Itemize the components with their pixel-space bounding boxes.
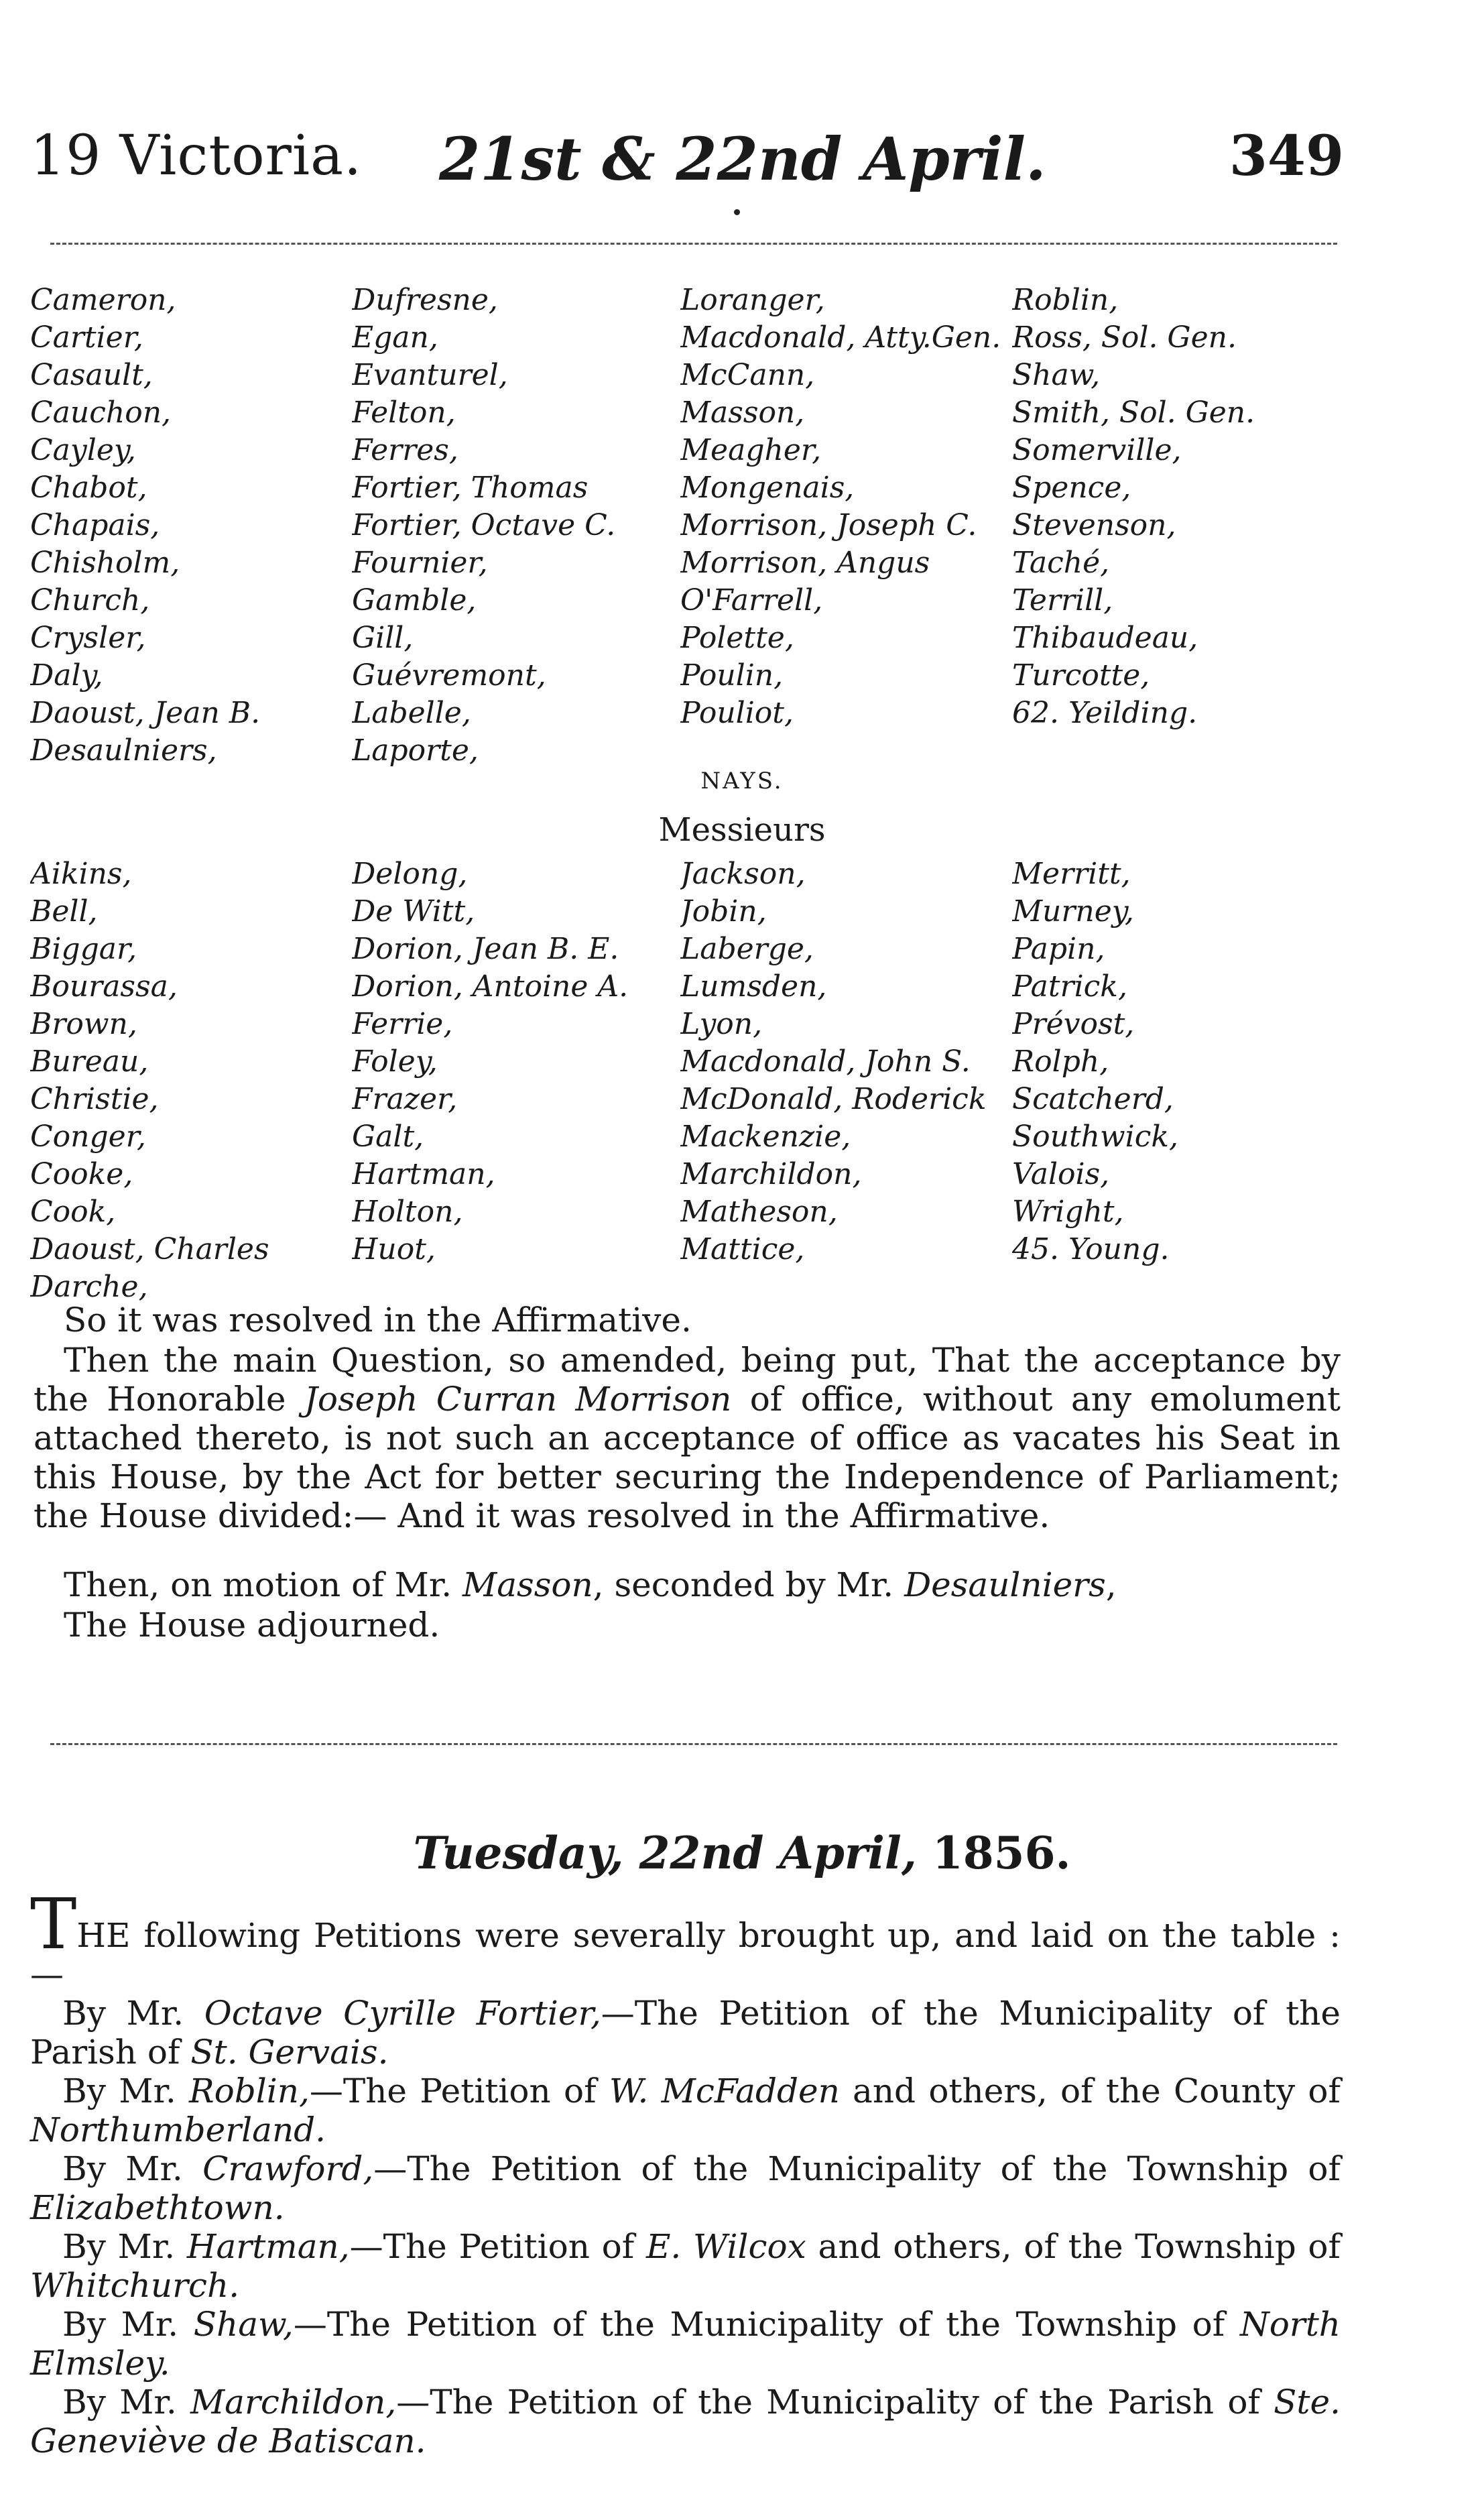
nays-name: Wright, [1012, 1195, 1124, 1229]
header-date: 21st & 22nd April. [439, 124, 1046, 194]
header-rule [50, 243, 1337, 245]
resolved-statement: So it was resolved in the Affirmative. [64, 1301, 692, 1339]
petition-member: Shaw, [193, 2305, 294, 2344]
nays-name: Merritt, [1012, 857, 1131, 891]
motion-paragraph [64, 1565, 1371, 1604]
petition-member: Marchildon, [190, 2383, 397, 2422]
yeas-name: Masson, [680, 396, 805, 430]
yeas-name: Gamble, [352, 583, 477, 617]
nays-list [30, 855, 1344, 1306]
nays-name: Valois, [1012, 1157, 1110, 1191]
day-heading [0, 1827, 1484, 1879]
yeas-name: Cartier, [30, 320, 143, 355]
petition-tail: and others, of the County of [839, 2072, 1341, 2110]
nays-name: De Witt, [352, 894, 475, 929]
nays-name: Lumsden, [680, 969, 827, 1004]
yeas-name: Morrison, Joseph C. [680, 508, 977, 542]
nays-name: Cooke, [30, 1157, 133, 1191]
day-heading-date: Tuesday, 22nd April, [413, 1827, 917, 1879]
petitions-section [30, 1883, 1341, 2460]
yeas-name: Turcotte, [1012, 658, 1150, 693]
yeas-name [680, 732, 1012, 770]
adjourned-statement: The House adjourned. [64, 1606, 440, 1645]
nays-name: Murney, [1012, 894, 1134, 929]
petition-place2: Northumberland. [30, 2110, 326, 2149]
yeas-name: Casault, [30, 358, 153, 392]
yeas-name: Guévremont, [352, 658, 546, 693]
yeas-name: Laporte, [352, 733, 479, 768]
petition-text: —The Petition of the Municipality of the Township of [293, 2305, 1240, 2344]
nays-name: Holton, [352, 1195, 463, 1229]
petition-place: E. Wilcox [645, 2227, 806, 2266]
yeas-name: Evanturel, [352, 358, 508, 392]
yeas-name: Poulin, [680, 658, 784, 693]
yeas-name: Ferres, [352, 433, 458, 467]
nays-name: Jackson, [680, 857, 806, 891]
nays-name: Darche, [30, 1270, 148, 1304]
petition-text: —The Petition of the Municipality of the Township of [373, 2149, 1341, 2188]
yeas-name: Chisholm, [30, 546, 180, 580]
yeas-name: Pouliot, [680, 696, 794, 730]
nays-name: Delong, [352, 857, 468, 891]
section-rule [50, 1743, 1337, 1745]
yeas-name: Polette, [680, 621, 794, 655]
petition-text: —The Petition of [309, 2072, 609, 2110]
petition-by: By Mr. [62, 2383, 190, 2422]
nays-name: Frazer, [352, 1082, 458, 1116]
yeas-name: Macdonald, Atty.Gen. [680, 320, 1001, 355]
nays-name: Biggar, [30, 932, 137, 966]
yeas-name: Cayley, [30, 433, 136, 467]
yeas-name: Roblin, [1012, 283, 1119, 317]
yeas-name: Taché, [1012, 546, 1110, 580]
yeas-name: Chapais, [30, 508, 160, 542]
motion-prefix: Then, on motion of Mr. [64, 1565, 463, 1604]
nays-name: Dorion, Antoine A. [352, 969, 629, 1004]
yeas-name: McCann, [680, 358, 815, 392]
yeas-name: Loranger, [680, 283, 825, 317]
nays-name: Ferrie, [352, 1007, 453, 1041]
yeas-list [30, 282, 1344, 770]
yeas-name: Daly, [30, 658, 103, 693]
nays-name: Laberge, [680, 932, 814, 966]
petition-by: By Mr. [62, 1994, 204, 2033]
yeas-name: Dufresne, [352, 283, 498, 317]
nays-name: Mackenzie, [680, 1120, 851, 1154]
nays-label: NAYS. [700, 768, 784, 794]
petition-text: —The Petition of [349, 2227, 646, 2266]
nays-name: Brown, [30, 1007, 137, 1041]
yeas-name: Gill, [352, 621, 414, 655]
nays-name: Marchildon, [680, 1157, 862, 1191]
petition-by: By Mr. [62, 2227, 187, 2266]
nays-name: Jobin, [680, 894, 767, 929]
petition-entry [30, 2072, 1341, 2149]
drop-cap: T [30, 1883, 77, 1965]
petition-tail: and others, of the Township of [806, 2227, 1341, 2266]
yeas-name: Fournier, [352, 546, 488, 580]
nays-name: Prévost, [1012, 1007, 1135, 1041]
yeas-name: Chabot, [30, 471, 147, 505]
yeas-name: Church, [30, 583, 150, 617]
yeas-name: Fortier, Octave C. [352, 508, 616, 542]
yeas-name: Felton, [352, 396, 456, 430]
petitions-intro [30, 1883, 1341, 1994]
nays-name: Aikins, [30, 857, 132, 891]
petition-member: Crawford, [202, 2149, 374, 2188]
yeas-name: Crysler, [30, 621, 146, 655]
yeas-name: Cameron, [30, 283, 176, 317]
petition-entry [30, 1994, 1341, 2072]
nays-name: Southwick, [1012, 1120, 1179, 1154]
yeas-name: Shaw, [1012, 358, 1101, 392]
yeas-name: 62. Yeilding. [1012, 696, 1198, 730]
nays-name: Matheson, [680, 1195, 838, 1229]
petition-text: —The Petition of the Municipality of the Parish of [396, 2383, 1274, 2422]
yeas-name: Ross, Sol. Gen. [1012, 320, 1237, 355]
petition-place: St. Gervais. [190, 2033, 389, 2072]
petition-entry [30, 2227, 1341, 2305]
petition-text: —The Petition of the Municipality of the Parish of [30, 1994, 1341, 2072]
petition-by: By Mr. [62, 2072, 190, 2110]
header-dot [734, 209, 740, 215]
nays-name: Bourassa, [30, 969, 178, 1004]
nays-name: Foley, [352, 1044, 438, 1079]
nays-name: Conger, [30, 1120, 146, 1154]
petition-entry [30, 2383, 1341, 2460]
page-number: 349 [1229, 124, 1344, 188]
yeas-name: Daoust, Jean B. [30, 696, 261, 730]
nays-name: Mattice, [680, 1232, 805, 1266]
yeas-name: Somerville, [1012, 433, 1182, 467]
nays-name: Lyon, [680, 1007, 763, 1041]
motion-mover: Masson [462, 1565, 593, 1604]
yeas-name: Stevenson, [1012, 508, 1176, 542]
nays-name: Macdonald, John S. [680, 1044, 971, 1079]
nays-name: Christie, [30, 1082, 159, 1116]
yeas-name: Terrill, [1012, 583, 1113, 617]
nays-name: Patrick, [1012, 969, 1127, 1004]
nays-name: Bell, [30, 894, 98, 929]
member-name: Joseph Curran Morrison [304, 1380, 732, 1419]
yeas-name: Fortier, Thomas [352, 471, 589, 505]
petition-by: By Mr. [62, 2149, 203, 2188]
yeas-name: Smith, Sol. Gen. [1012, 396, 1255, 430]
yeas-name: Mongenais, [680, 471, 855, 505]
petition-entry [30, 2149, 1341, 2227]
petition-member: Hartman, [186, 2227, 350, 2266]
petition-place: W. McFadden [609, 2072, 840, 2110]
messieurs-label: Messieurs [658, 811, 826, 849]
petitions-intro-text: HE following Petitions were severally brought up, and laid on the table :— [30, 1916, 1341, 1994]
day-heading-year: 1856. [932, 1827, 1071, 1879]
page-header [30, 124, 1344, 198]
yeas-name: Spence, [1012, 471, 1131, 505]
nays-name: McDonald, Roderick [680, 1082, 987, 1116]
petition-place2: Whitchurch. [30, 2266, 240, 2305]
nays-name: Cook, [30, 1195, 116, 1229]
nays-name: Huot, [352, 1232, 436, 1266]
session-label: 19 Victoria. [30, 124, 363, 188]
yeas-name: Meagher, [680, 433, 822, 467]
main-question-text-2: of office, without any emolument attached thereto, is not such an acceptance of office as vacates his Seat in this House, by the Act for better securing the Independence of Parliament; the House divided:— And it was resolved in the Affirmative. [34, 1380, 1341, 1535]
petition-by: By Mr. [62, 2305, 194, 2344]
petition-member: Octave Cyrille Fortier, [204, 1994, 601, 2033]
nays-name: Daoust, Charles [30, 1232, 269, 1266]
motion-middle: , seconded by Mr. [593, 1565, 905, 1604]
yeas-name: Egan, [352, 320, 438, 355]
petition-place: Ste. Geneviève de Batiscan. [30, 2383, 1341, 2460]
yeas-name: Desaulniers, [30, 733, 217, 768]
nays-name: Bureau, [30, 1044, 149, 1079]
nays-name: Scatcherd, [1012, 1082, 1174, 1116]
petition-place: North Elmsley. [30, 2305, 1341, 2383]
petition-place: Elizabethtown. [30, 2188, 285, 2227]
yeas-name: Morrison, Angus [680, 546, 930, 580]
nays-name: Dorion, Jean B. E. [352, 932, 619, 966]
yeas-name: Labelle, [352, 696, 471, 730]
nays-name: Papin, [1012, 932, 1105, 966]
main-question-paragraph [34, 1341, 1341, 1535]
main-question-text-1: Then the main Question, so amended, being put, That the acceptance by the Honorable [34, 1341, 1341, 1419]
yeas-name: O'Farrell, [680, 583, 823, 617]
motion-suffix: , [1105, 1565, 1117, 1604]
motion-seconder: Desaulniers [904, 1565, 1106, 1604]
nays-name: Hartman, [352, 1157, 495, 1191]
yeas-name [1012, 732, 1344, 770]
yeas-name: Cauchon, [30, 396, 172, 430]
nays-name: 45. Young. [1012, 1232, 1170, 1266]
yeas-name: Thibaudeau, [1012, 621, 1198, 655]
nays-name: Galt, [352, 1120, 424, 1154]
petition-member: Roblin, [189, 2072, 310, 2110]
nays-name: Rolph, [1012, 1044, 1109, 1079]
petition-entry [30, 2305, 1341, 2383]
